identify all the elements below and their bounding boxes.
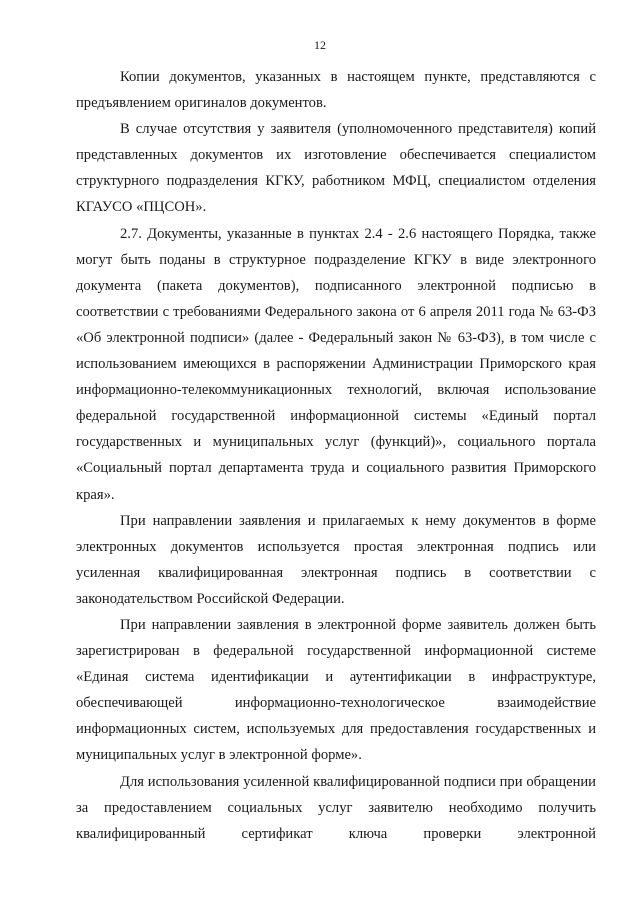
document-body — [76, 64, 596, 847]
paragraph-copies-presentation: Копии документов, указанных в настоящем пункте, представляются с предъявлением оригиналов документов. — [76, 69, 596, 112]
paragraph-2-7-electronic-documents: 2.7. Документы, указанные в пунктах 2.4 - 2.6 настоящего Порядка, также могут быть поданы в структурное подразделение КГКУ в виде электронного документа (пакета документов), подписанного электронной подписью в соответствии с требованиями Федерального закона от 6 апреля 2011 года № 63-ФЗ «Об электронной подписи» (далее - Федеральный закон № 63-ФЗ), в том числе с использованием имеющихся в распоряжении Администрации Приморского края информационно-телекоммуникационных технологий, включая использование федеральной государственной информационной системы «Единый портал государственных и муниципальных услуг (функций)», социального портала «Социальный портал департамента труда и социального развития Приморского края». — [76, 225, 596, 503]
paragraph-electronic-signature: При направлении заявления и прилагаемых к нему документов в форме электронных документов используется простая электронная подпись или усиленная квалифицированная электронная подпись в соответствии с законодательством Российской Федерации. — [76, 512, 596, 607]
page-number: 12 — [314, 38, 326, 52]
paragraph-copies-production: В случае отсутствия у заявителя (уполномоченного представителя) копий представленных документов их изготовление обеспечивается специалистом структурного подразделения КГКУ, работником МФЦ, специалистом отделения КГАУСО «ПЦСОН». — [76, 121, 596, 216]
paragraph-esia-registration: При направлении заявления в электронной форме заявитель должен быть зарегистрирован в федеральной государственной информационной системе «Единая система идентификации и аутентификации в инфраструктуре, обеспечивающей информационно-технологическое взаимодействие информационных систем, используемых для предоставления государственных и муниципальных услуг в электронной форме». — [76, 616, 596, 764]
paragraph-qualified-certificate: Для использования усиленной квалифицированной подписи при обращении за предоставлением социальных услуг заявителю необходимо получить квалифицированный сертификат ключа проверки электронной — [76, 773, 596, 842]
